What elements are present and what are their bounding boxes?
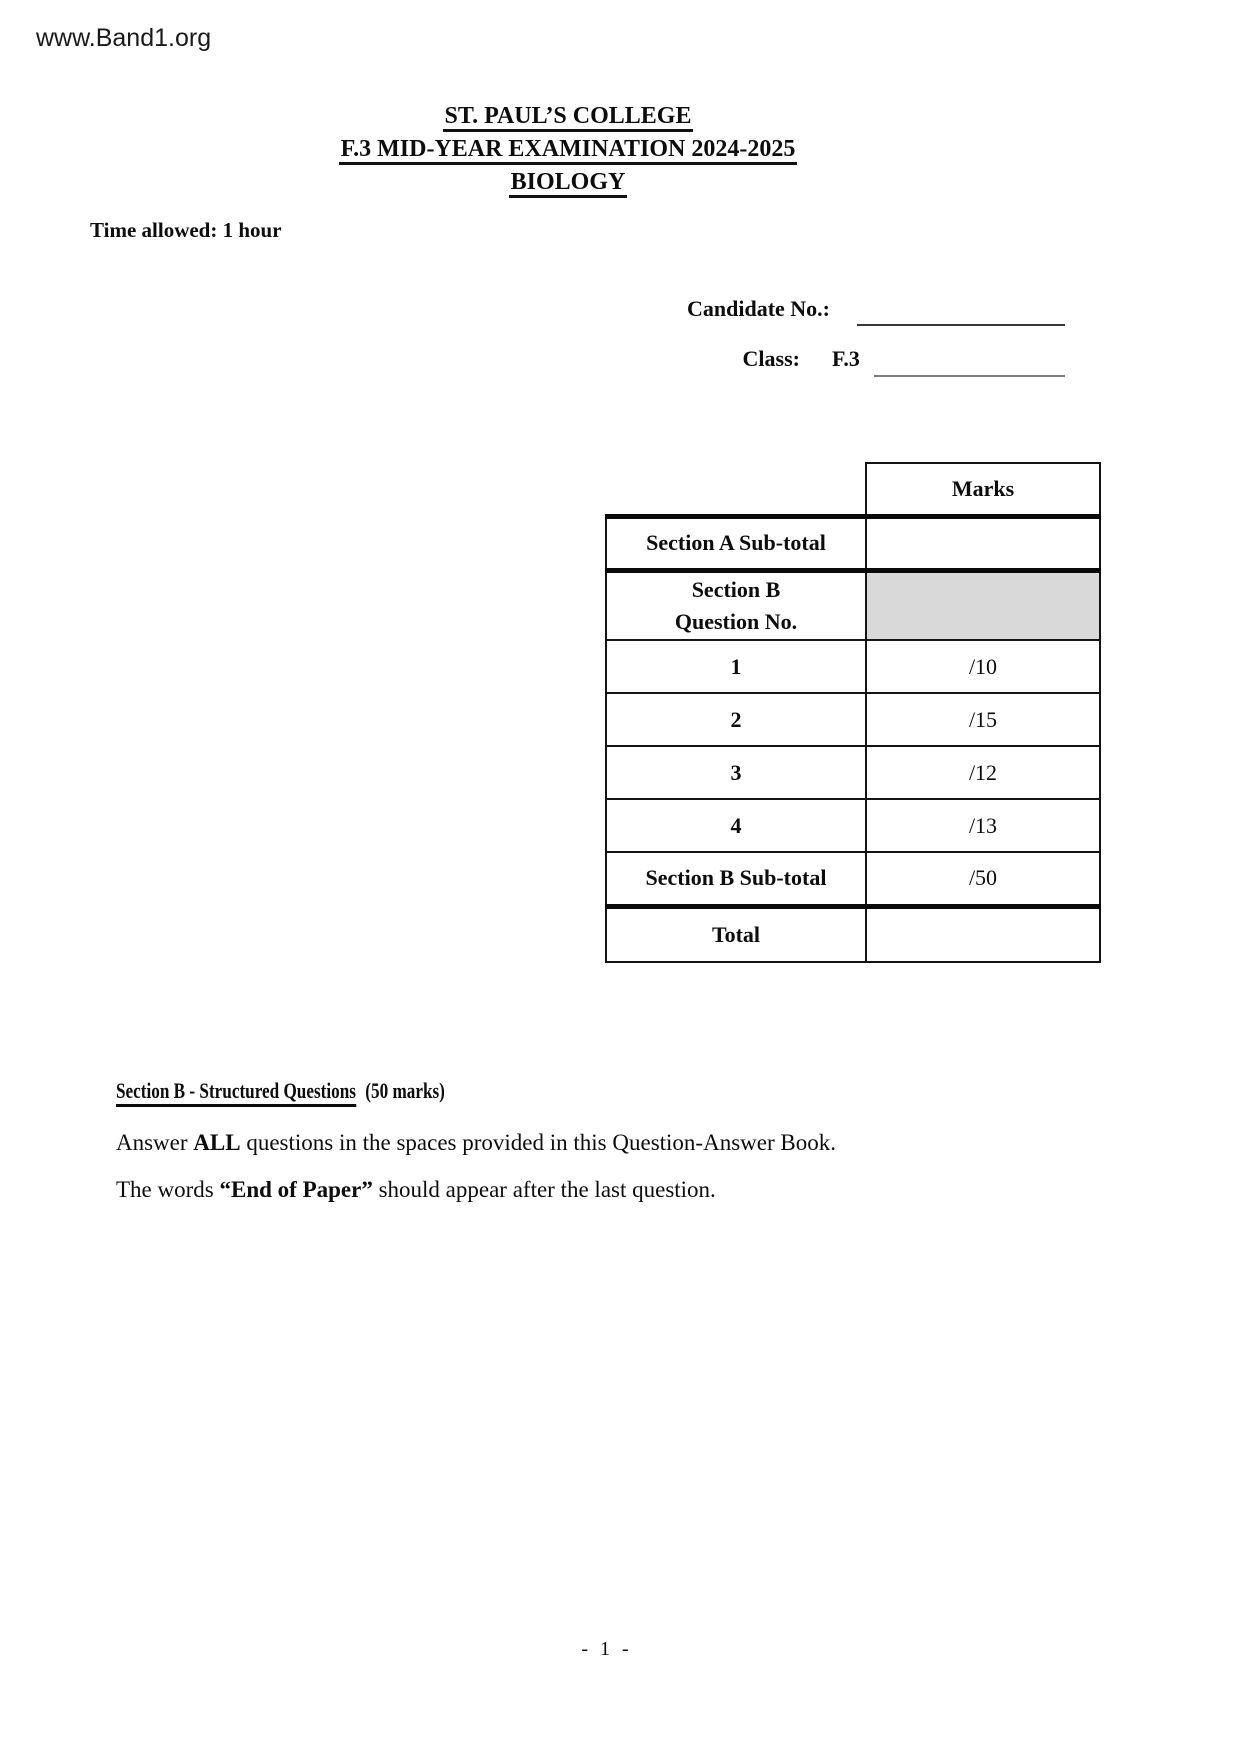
table-row: [606, 640, 1100, 693]
shaded-cell: [866, 570, 1100, 640]
exam-title: F.3 MID-YEAR EXAMINATION 2024-2025: [0, 133, 1136, 166]
question-number: 2: [606, 693, 866, 746]
row-value: [866, 516, 1100, 570]
subject-title: BIOLOGY: [0, 166, 1136, 199]
class-field[interactable]: [874, 351, 1065, 377]
question-marks: /12: [866, 746, 1100, 799]
row-value: /50: [866, 852, 1100, 906]
class-prefix: F.3: [832, 346, 860, 371]
table-row-header: [606, 463, 1100, 516]
question-number: 1: [606, 640, 866, 693]
marks-table: [605, 462, 1101, 963]
row-label: Section B Sub-total: [606, 852, 866, 906]
time-allowed-label: Time allowed: 1 hour: [90, 218, 282, 242]
table-row: [606, 852, 1100, 906]
candidate-no-label: Candidate No.:: [686, 296, 830, 321]
question-number: 3: [606, 746, 866, 799]
candidate-no-field[interactable]: [857, 300, 1065, 326]
school-name: ST. PAUL’S COLLEGE: [0, 100, 1136, 133]
watermark-text: www.Band1.org: [36, 24, 212, 52]
title-block: [0, 100, 1136, 199]
question-marks: /10: [866, 640, 1100, 693]
table-row: [606, 570, 1100, 640]
row-value: [866, 906, 1100, 962]
page-number: - 1 -: [581, 1638, 629, 1660]
instruction-line-2: The words “End of Paper” should appear after the last question.: [116, 1177, 716, 1202]
table-row: [606, 693, 1100, 746]
blank-corner-cell: [606, 463, 866, 516]
question-marks: /13: [866, 799, 1100, 852]
table-row: [606, 516, 1100, 570]
section-b-heading: Section B - Structured Questions (50 marks): [116, 1078, 445, 1104]
table-row: [606, 746, 1100, 799]
row-label: Section A Sub-total: [606, 516, 866, 570]
table-row: [606, 799, 1100, 852]
instruction-line-1: Answer ALL questions in the spaces provided in this Question-Answer Book.: [116, 1130, 836, 1155]
question-marks: /15: [866, 693, 1100, 746]
table-row: [606, 906, 1100, 962]
marks-column-header: Marks: [866, 463, 1100, 516]
class-label: Class:: [742, 346, 800, 371]
row-label: Section B Question No.: [606, 570, 866, 640]
question-number: 4: [606, 799, 866, 852]
row-label: Total: [606, 906, 866, 962]
